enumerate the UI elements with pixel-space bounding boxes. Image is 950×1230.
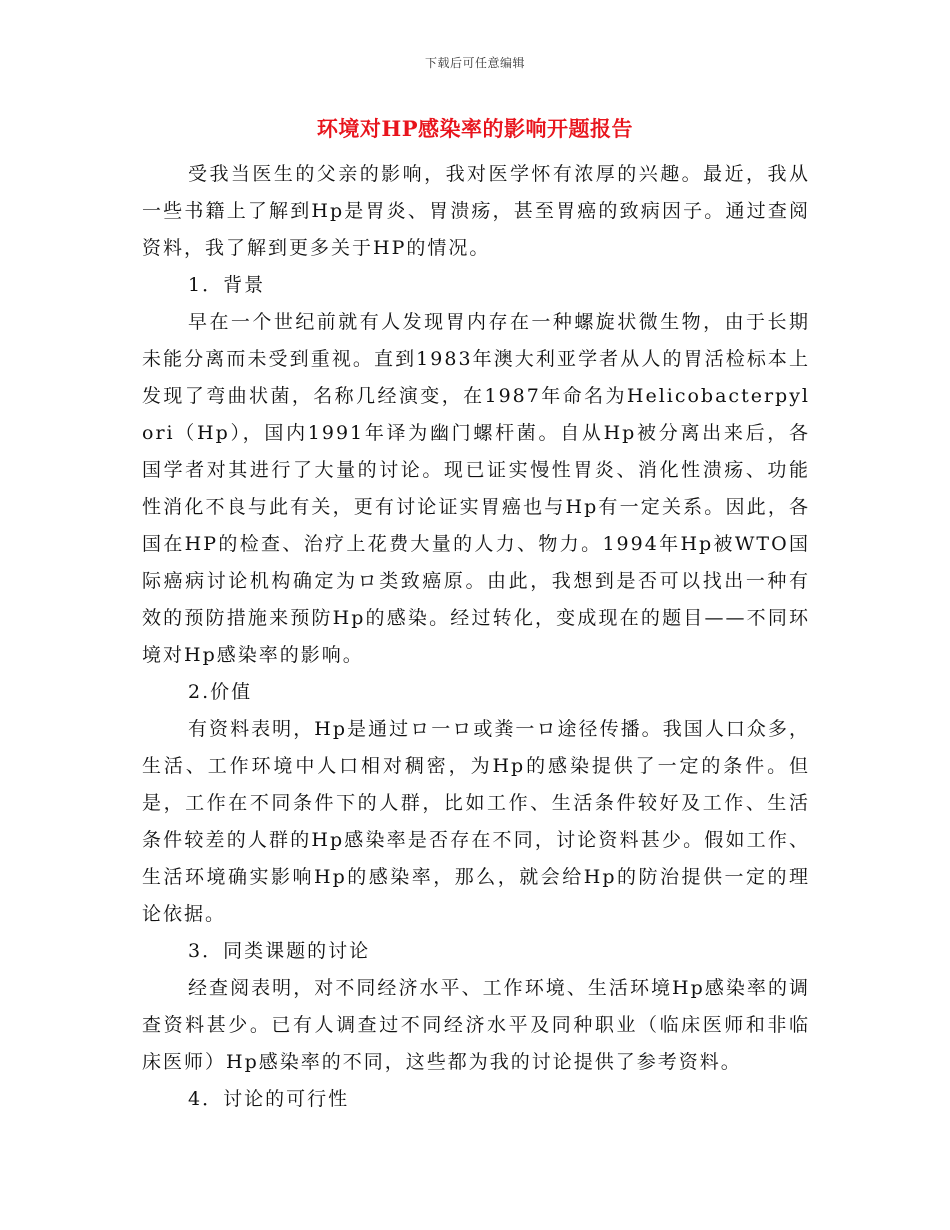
paragraph-value: 有资料表明，Hp是通过ロ一ロ或粪一ロ途径传播。我国人口众多，生活、工作环境中人口相对稠密，为Hp的感染提供了一定的条件。但是，工作在不同条件下的人群，比如工作、生活条件较好及工作、生活条件较差的人群的Hp感染率是否存在不同，讨论资料甚少。假如工作、生活环境确实影响Hp的感染率，那么，就会给Hp的防治提供一定的理论依据。 — [142, 718, 810, 925]
paragraph-intro: 受我当医生的父亲的影响，我对医学怀有浓厚的兴趣。最近，我从一些书籍上了解到Hp是胃炎、胃溃疡，甚至胃癌的致病因子。通过查阅资料，我了解到更多关于HP的情况。 — [142, 163, 810, 259]
paragraph-background: 早在一个世纪前就有人发现胃内存在一种螺旋状微生物，由于长期未能分离而未受到重视。直到1983年澳大利亚学者从人的胃活检标本上发现了弯曲状菌，名称几经演变，在1987年命名为Helicobacterpylori（Hp），国内1991年译为幽门螺杆菌。自从Hp被分离出来后，各国学者对其进行了大量的讨论。现已证实慢性胃炎、消化性溃疡、功能性消化不良与此有关，更有讨论证实胃癌也与Hp有一定关系。因此，各国在HP的检查、治疗上花费大量的人力、物力。1994年Hp被WTO国际癌病讨论机构确定为ロ类致癌原。由此，我想到是否可以找出一种有效的预防措施来预防Hp的感染。经过转化，变成现在的题目——不同环境对Hp感染率的影响。 — [142, 311, 810, 666]
section-heading-value: 2.价值 — [188, 681, 253, 703]
document-title: 环境对HP感染率的影响开题报告 — [316, 116, 634, 141]
section-heading-background: 1．背景 — [188, 274, 266, 296]
document-body — [142, 156, 810, 1118]
section-heading-related-research: 3．同类课题的讨论 — [188, 940, 371, 962]
paragraph-related-research: 经查阅表明，对不同经济水平、工作环境、生活环境Hp感染率的调查资料甚少。已有人调查过不同经济水平及同种职业（临床医师和非临床医师）Hp感染率的不同，这些都为我的讨论提供了参考资料。 — [142, 977, 810, 1073]
section-heading-feasibility: 4．讨论的可行性 — [188, 1088, 350, 1110]
header-note: 下载后可任意编辑 — [424, 56, 525, 70]
